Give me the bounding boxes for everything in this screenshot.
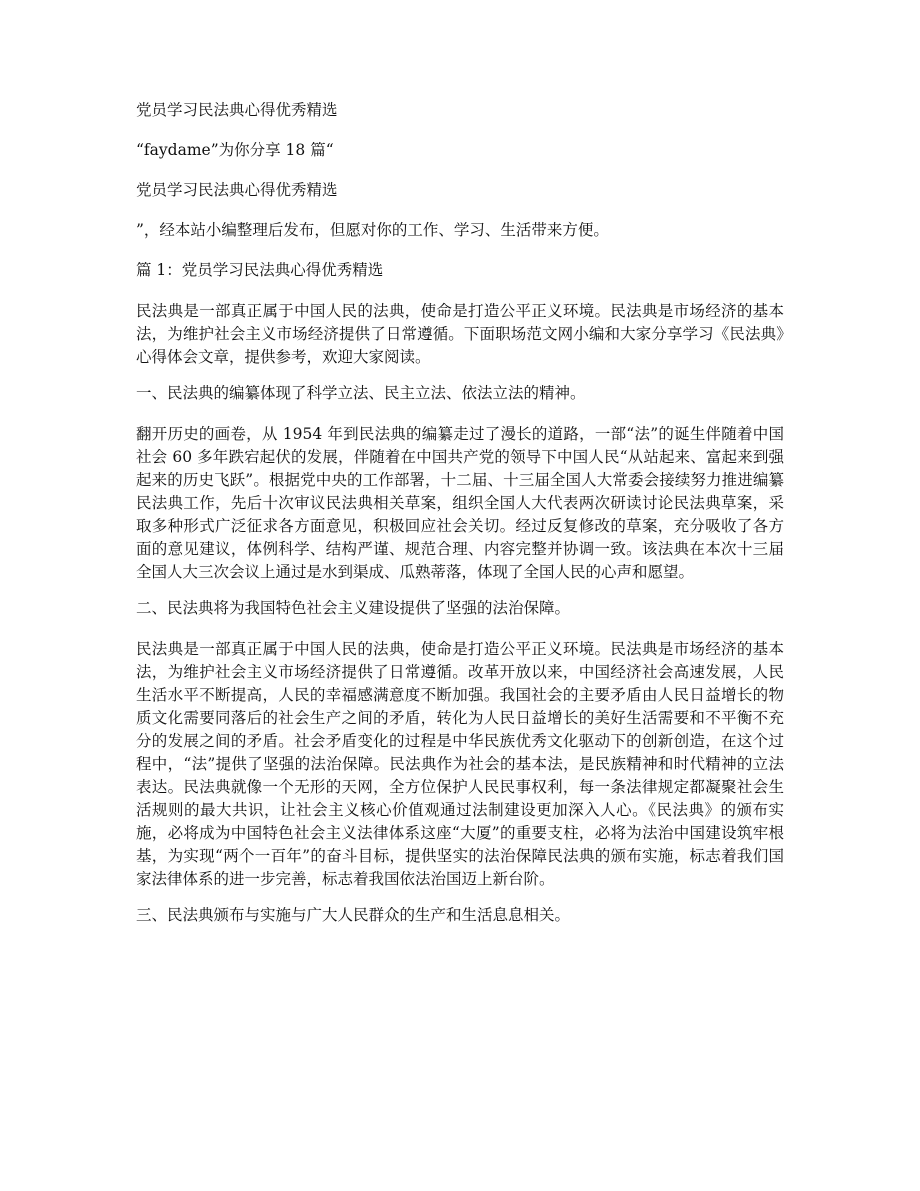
share-line: “faydame”为你分享 18 篇“ [136, 141, 334, 159]
section-heading-3: 三、民法典颁布与实施与广大人民群众的生产和生活息息相关。 [136, 906, 571, 924]
document-title: 党员学习民法典心得优秀精选 [136, 101, 338, 119]
section-heading-1: 一、民法典的编纂体现了科学立法、民主立法、依法立法的精神。 [136, 384, 586, 402]
intro-line: ”，经本站小编整理后发布，但愿对你的工作、学习、生活带来方便。 [136, 221, 609, 239]
paragraph-history: 翻开历史的画卷，从 1954 年到民法典的编纂走过了漫长的道路，一部“法”的诞生伴随着中国社会 60 多年跌宕起伏的发展，伴随着在中国共产党的领导下中国人民“从站起来、富起来到强起来的历史飞跃”。根据党中央的工作部署，十二届、十三届全国人大常委会接续努力推进编纂民法典工作，先后十次审议民法典相关草案，组织全国人大代表两次研读讨论民法典草案，采取多种形式广泛征求各方面意见，积极回应社会关切。经过反复修改的草案，充分吸收了各方面的意见建议，体例科学、结构严谨、规范合理、内容完整并协调一致。该法典在本次十三届全国人大三次会议上通过是水到渠成、瓜熟蒂落，体现了全国人民的心声和愿望。 [136, 425, 784, 581]
paragraph-guarantee: 民法典是一部真正属于中国人民的法典，使命是打造公平正义环境。民法典是市场经济的基本法，为维护社会主义市场经济提供了日常遵循。改革开放以来，中国经济社会高速发展，人民生活水平不断提高，人民的幸福感满意度不断加强。我国社会的主要矛盾由人民日益增长的物质文化需要同落后的社会生产之间的矛盾，转化为人民日益增长的美好生活需要和不平衡不充分的发展之间的矛盾。社会矛盾变化的过程是中华民族优秀文化驱动下的创新创造，在这个过程中，“法”提供了坚强的法治保障。民法典作为社会的基本法，是民族精神和时代精神的立法表达。民法典就像一个无形的天网，全方位保护人民民事权利，每一条法律规定都凝聚社会生活规则的最大共识，让社会主义核心价值观通过法制建设更加深入人心。《民法典》的颁布实施，必将成为中国特色社会主义法律体系这座“大厦”的重要支柱，必将为法治中国建设筑牢根基，为实现“两个一百年”的奋斗目标，提供坚实的法治保障民法典的颁布实施，标志着我们国家法律体系的进一步完善，标志着我国依法治国迈上新台阶。 [136, 640, 784, 888]
article-heading: 篇 1：党员学习民法典心得优秀精选 [136, 261, 384, 279]
section-heading-2: 二、民法典将为我国特色社会主义建设提供了坚强的法治保障。 [136, 599, 571, 617]
document-title-repeat: 党员学习民法典心得优秀精选 [136, 181, 338, 199]
document-page [136, 100, 784, 945]
paragraph-intro: 民法典是一部真正属于中国人民的法典，使命是打造公平正义环境。民法典是市场经济的基本法，为维护社会主义市场经济提供了日常遵循。下面职场范文网小编和大家分享学习《民法典》心得体会文章，提供参考，欢迎大家阅读。 [136, 302, 784, 366]
